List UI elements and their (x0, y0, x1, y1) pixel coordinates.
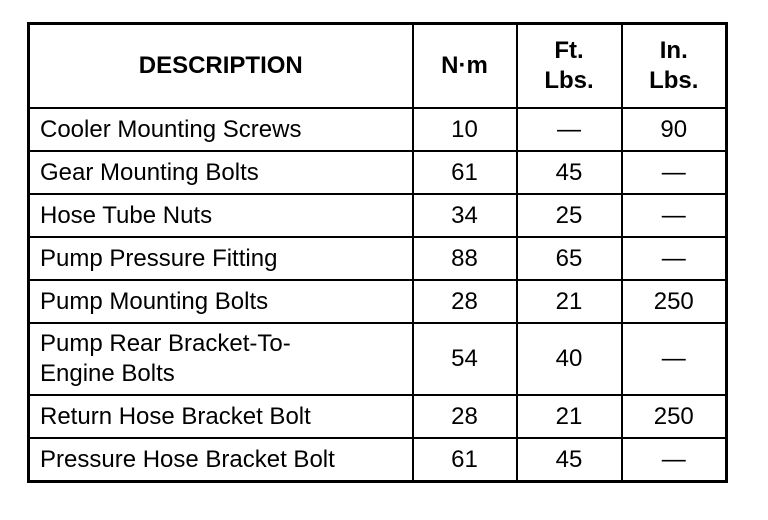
table-row (29, 108, 727, 151)
row-description: Cooler Mounting Screws (29, 108, 413, 151)
row-description: Pump Pressure Fitting (29, 237, 413, 280)
row-nm: 34 (413, 194, 517, 237)
header-in-lbs-line2: Lbs. (649, 67, 699, 94)
row-in-lbs: — (622, 151, 727, 194)
row-description: Return Hose Bracket Bolt (29, 395, 413, 438)
row-ft-lbs: 25 (517, 194, 622, 237)
row-nm: 28 (413, 280, 517, 323)
row-in-lbs: — (622, 438, 727, 482)
row-in-lbs: — (622, 237, 727, 280)
row-ft-lbs: 45 (517, 438, 622, 482)
row-description: Hose Tube Nuts (29, 194, 413, 237)
table-row (29, 151, 727, 194)
row-description: Pressure Hose Bracket Bolt (29, 438, 413, 482)
table-row (29, 323, 727, 395)
row-description-line2: Engine Bolts (40, 360, 175, 387)
row-description-line1: Pump Rear Bracket-To- (40, 330, 291, 357)
row-ft-lbs: 21 (517, 395, 622, 438)
row-description: Gear Mounting Bolts (29, 151, 413, 194)
header-ft-lbs-line2: Lbs. (544, 67, 594, 94)
row-nm: 10 (413, 108, 517, 151)
table-row (29, 237, 727, 280)
table-row (29, 280, 727, 323)
row-ft-lbs: 45 (517, 151, 622, 194)
row-nm: 61 (413, 438, 517, 482)
row-ft-lbs: 21 (517, 280, 622, 323)
row-ft-lbs: 65 (517, 237, 622, 280)
row-in-lbs: 90 (622, 108, 727, 151)
torque-spec-table (27, 22, 728, 483)
row-in-lbs: 250 (622, 395, 727, 438)
header-row (29, 24, 727, 109)
header-ft-lbs-line1: Ft. (554, 37, 584, 64)
header-description: DESCRIPTION (29, 24, 413, 109)
row-nm: 88 (413, 237, 517, 280)
header-in-lbs (622, 24, 727, 109)
row-ft-lbs: 40 (517, 323, 622, 395)
header-in-lbs-line1: In. (659, 37, 688, 64)
row-in-lbs: — (622, 323, 727, 395)
table-row (29, 395, 727, 438)
table-row (29, 438, 727, 482)
row-description (29, 323, 413, 395)
row-nm: 61 (413, 151, 517, 194)
row-nm: 54 (413, 323, 517, 395)
header-ft-lbs (517, 24, 622, 109)
row-ft-lbs: — (517, 108, 622, 151)
table-row (29, 194, 727, 237)
row-description: Pump Mounting Bolts (29, 280, 413, 323)
row-in-lbs: — (622, 194, 727, 237)
row-in-lbs: 250 (622, 280, 727, 323)
header-nm: N·m (413, 24, 517, 109)
row-nm: 28 (413, 395, 517, 438)
